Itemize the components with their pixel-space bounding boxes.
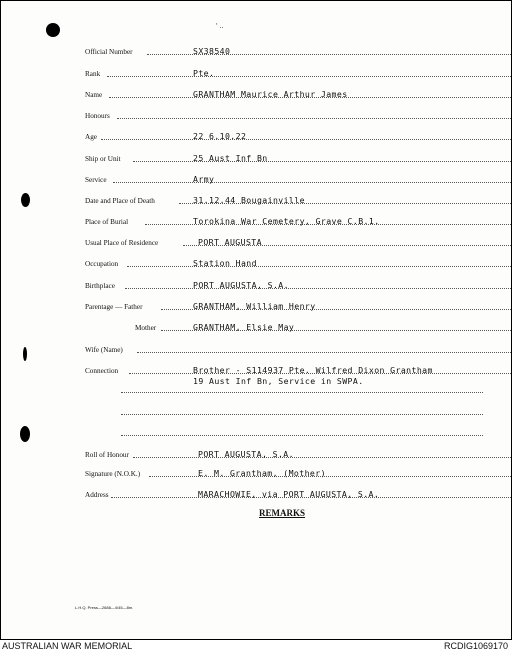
field-value: GRANTHAM, William Henry [193, 301, 316, 311]
field-label: Age [85, 133, 97, 141]
blank-line [121, 414, 483, 415]
blank-line [121, 435, 483, 436]
field-label: Signature (N.O.K.) [85, 470, 141, 478]
field-label: Birthplace [85, 282, 115, 290]
field-value: GRANTHAM Maurice Arthur James [193, 89, 348, 99]
remarks-heading: REMARKS [259, 508, 306, 518]
field-label: Roll of Honour [85, 451, 129, 459]
field-father [85, 298, 491, 312]
blank-line [121, 392, 483, 393]
field-label: Rank [85, 70, 101, 78]
field-label: Mother [135, 324, 157, 332]
field-value: Pte. [193, 68, 215, 78]
field-age [85, 128, 491, 142]
field-label: Name [85, 91, 103, 99]
field-label: Occupation [85, 260, 119, 268]
field-value: Torokina War Cemetery, Grave C.B.1. [193, 216, 380, 226]
field-value: PORT AUGUSTA, S.A. [193, 280, 289, 290]
field-roll-of-honour [85, 446, 491, 460]
footer-record-id: RCDIG1069170 [443, 641, 508, 651]
field-service [85, 171, 491, 185]
field-label: Wife (Name) [85, 346, 123, 354]
field-value: Army [193, 174, 215, 184]
dotted-line [133, 161, 512, 162]
field-value: GRANTHAM, Elsie May [193, 322, 295, 332]
footer-source: AUSTRALIAN WAR MEMORIAL [2, 641, 133, 651]
field-signature-nok [85, 465, 491, 479]
punch-hole [23, 347, 27, 361]
field-honours [85, 107, 491, 121]
punch-hole [21, 193, 30, 207]
top-mark: ' .. [216, 23, 224, 30]
field-occupation [85, 255, 491, 269]
punch-hole [20, 426, 30, 442]
dotted-line [107, 76, 512, 77]
field-label: Date and Place of Death [85, 197, 155, 205]
field-value: E. M. Grantham, (Mother) [198, 468, 326, 478]
field-value: 31.12.44 Bougainville [193, 195, 305, 205]
field-value: PORT AUGUSTA, S.A. [198, 449, 294, 459]
field-rank [85, 65, 491, 79]
dotted-line [125, 288, 512, 289]
field-label: Address [85, 491, 109, 499]
field-address [85, 486, 491, 500]
field-value: 19 Aust Inf Bn, Service in SWPA. [193, 376, 364, 386]
field-label: Place of Burial [85, 218, 129, 226]
field-label: Ship or Unit [85, 155, 121, 163]
field-usual-residence [85, 234, 491, 248]
field-label: Parentage — Father [85, 303, 143, 311]
field-label: Service [85, 176, 107, 184]
field-date-place-of-death [85, 192, 491, 206]
field-value: Brother - S114937 Pte. Wilfred Dixon Grantham [193, 365, 433, 375]
dotted-line [133, 457, 512, 458]
field-birthplace [85, 277, 491, 291]
field-label: Honours [85, 112, 110, 120]
field-mother [85, 319, 491, 333]
field-value: PORT AUGUSTA [198, 237, 262, 247]
field-official-number [85, 43, 491, 57]
field-ship-or-unit [85, 150, 491, 164]
dotted-line [101, 139, 512, 140]
dotted-line [117, 118, 512, 119]
field-value: Station Hand [193, 258, 257, 268]
punch-hole [46, 23, 60, 37]
field-name [85, 86, 491, 100]
field-label: Connection [85, 367, 119, 375]
dotted-line [137, 352, 512, 353]
archive-footer [0, 640, 512, 654]
dotted-line [113, 182, 512, 183]
field-label: Usual Place of Residence [85, 239, 159, 247]
field-wife [85, 341, 491, 355]
field-place-of-burial [85, 213, 491, 227]
field-value: 25 Aust Inf Bn [193, 153, 268, 163]
field-value: 22 6.10.22 [193, 131, 247, 141]
printer-imprint: L.H.Q. Press—2688—4/45—8m. [75, 605, 134, 610]
field-connection-continued [85, 373, 491, 387]
field-value: MARACHOWIE, via PORT AUGUSTA, S.A. [198, 489, 380, 499]
field-value: SX38540 [193, 46, 231, 56]
dotted-line [127, 266, 512, 267]
field-label: Official Number [85, 48, 133, 56]
